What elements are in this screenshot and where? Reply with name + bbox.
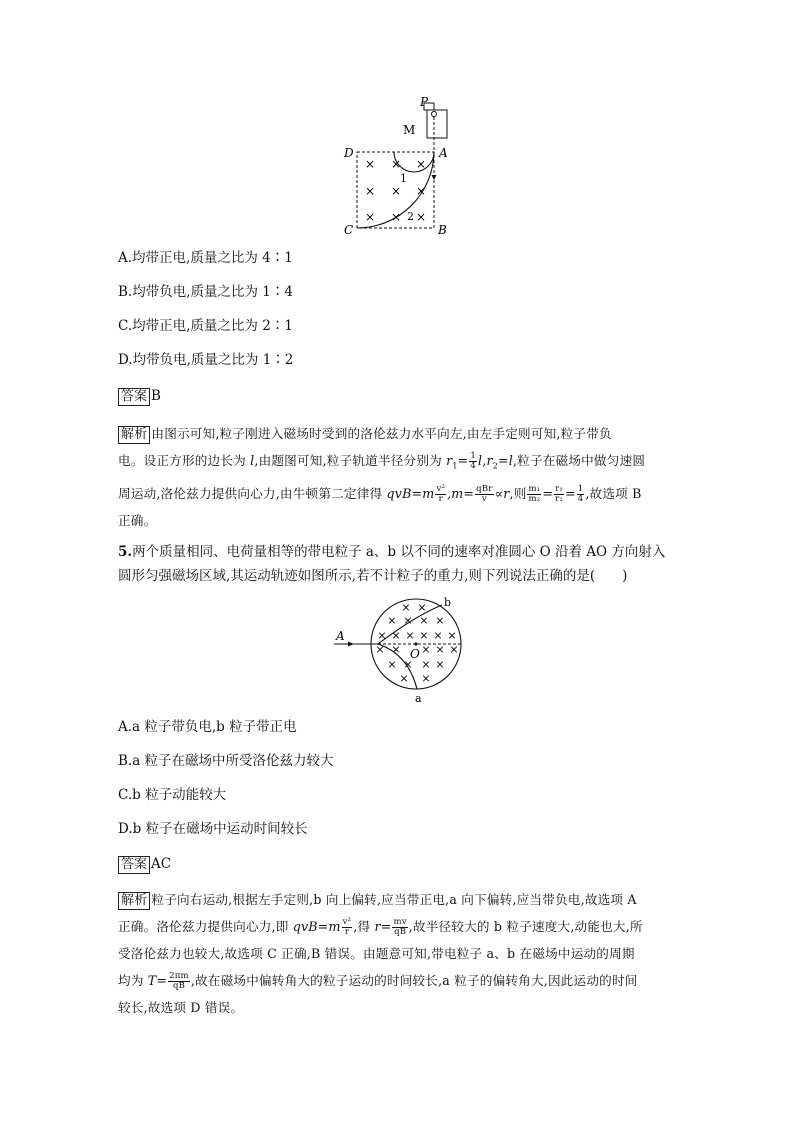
answer-tag: 答案 <box>118 388 150 406</box>
label-b-exit: b <box>444 596 452 609</box>
label-o: O <box>410 647 420 661</box>
svg-text:×: × <box>415 157 427 171</box>
label-m: M <box>403 123 416 137</box>
svg-text:×: × <box>390 210 402 224</box>
svg-text:×: × <box>435 643 445 656</box>
answer-value: AC <box>151 856 172 872</box>
svg-text:×: × <box>375 643 385 656</box>
q4-option-c: C.均带正电,质量之比为 2∶1 <box>118 318 293 334</box>
svg-text:×: × <box>364 157 376 171</box>
svg-text:×: × <box>405 629 415 642</box>
q4-option-a: A.均带正电,质量之比为 4∶1 <box>118 250 293 266</box>
figure-square-field <box>330 92 470 237</box>
svg-text:×: × <box>447 629 457 642</box>
svg-text:×: × <box>419 614 429 627</box>
label-a-exit: a <box>415 692 422 705</box>
q4-answer <box>118 387 161 406</box>
svg-text:×: × <box>403 614 413 627</box>
q5-option-d: D.b 粒子在磁场中运动时间较长 <box>118 821 308 837</box>
svg-text:×: × <box>449 643 459 656</box>
analysis-tag: 解析 <box>118 426 150 444</box>
q5-option-c: C.b 粒子动能较大 <box>118 787 227 803</box>
svg-text:×: × <box>364 184 376 198</box>
q5-answer <box>118 855 171 874</box>
svg-text:×: × <box>421 643 431 656</box>
svg-text:×: × <box>403 658 413 671</box>
svg-text:×: × <box>433 629 443 642</box>
svg-text:×: × <box>387 614 397 627</box>
field-crosses <box>365 157 426 224</box>
label-a: A <box>439 146 448 160</box>
label-path-2: 2 <box>407 210 414 223</box>
q5-number: 5. <box>118 544 133 560</box>
label-c: C <box>344 223 354 237</box>
label-p: P <box>420 95 429 109</box>
figure-circle-field <box>330 596 470 706</box>
svg-text:×: × <box>391 643 401 656</box>
svg-text:×: × <box>415 184 427 198</box>
q5-analysis: 解析 粒子向右运动,根据左手定则,b 向上偏转,应当带正电,a 向下偏转,应当带负电,故选项 A 正确。洛伦兹力提供向心力,即 qvB=m $\frac{\text{v²}}{r}$ ,得 r= $\frac{mv}{qB}$ ,故半径较大的 b 粒子速度大,动能也大,所 受洛伦兹力也较大,故选项 C 正确,B 错误。由题意可知,带电粒子 a、b 在磁场中运动的周期 均为 T= $\frac{2\pi m}{qB}$ ,故在磁场中偏转角大的粒子运动的时间较长,a 粒子的偏转角大,因此运动的时间 较长,故选项 D 错误。 <box>118 892 643 1015</box>
svg-text:×: × <box>435 658 445 671</box>
analysis-tag: 解析 <box>118 892 150 910</box>
svg-text:×: × <box>364 210 376 224</box>
svg-text:×: × <box>377 629 387 642</box>
q5-option-a: A.a 粒子带负电,b 粒子带正电 <box>118 719 297 735</box>
label-b: B <box>438 223 447 237</box>
q4-option-b: B.均带负电,质量之比为 1∶4 <box>118 284 293 300</box>
q4-analysis: 解析 由图示可知,粒子刚进入磁场时受到的洛伦兹力水平向左,由左手定则可知,粒子带负 电。设正方形的边长为 l,由题图可知,粒子轨道半径分别为 $r_1=$ $\frac{1}{4}$ $l,r_2=l$,粒子在磁场中做匀速圆 周运动,洛伦兹力提供向心力,由牛顿第二定律得 qvB=m $\frac{\text{v²}}{r}$ ,m= $\frac{\text{qBr}}{v}$ ∝r,则 $\frac{\text{m₁}}{\text{m₂}}$ = $\frac{\text{r₁}}{\text{r₂}}$ = $\frac{1}{4}$ ,故选项 B 正确。 <box>118 426 646 528</box>
answer-value: B <box>151 388 161 404</box>
svg-text:×: × <box>421 672 431 685</box>
svg-text:×: × <box>421 658 431 671</box>
svg-text:×: × <box>419 629 429 642</box>
svg-text:×: × <box>435 614 445 627</box>
svg-text:×: × <box>399 672 409 685</box>
label-a-entry: A <box>336 629 345 643</box>
answer-tag: 答案 <box>118 856 150 874</box>
svg-text:×: × <box>401 601 411 614</box>
label-path-1: 1 <box>400 172 407 185</box>
svg-text:×: × <box>387 658 397 671</box>
svg-text:×: × <box>391 629 401 642</box>
q5-option-b: B.a 粒子在磁场中所受洛伦兹力较大 <box>118 753 334 769</box>
label-d: D <box>344 146 354 160</box>
q4-option-d: D.均带负电,质量之比为 1∶2 <box>118 352 294 368</box>
svg-text:×: × <box>415 210 427 224</box>
svg-text:×: × <box>390 157 402 171</box>
svg-text:×: × <box>417 601 427 614</box>
q5-question: 5.两个质量相同、电荷量相等的带电粒子 a、b 以不同的速率对准圆心 O 沿着 AO 方向射入 圆形匀强磁场区域,其运动轨迹如图所示,若不计粒子的重力,则下列说法正确的是( ) <box>118 544 666 584</box>
svg-text:×: × <box>390 184 402 198</box>
